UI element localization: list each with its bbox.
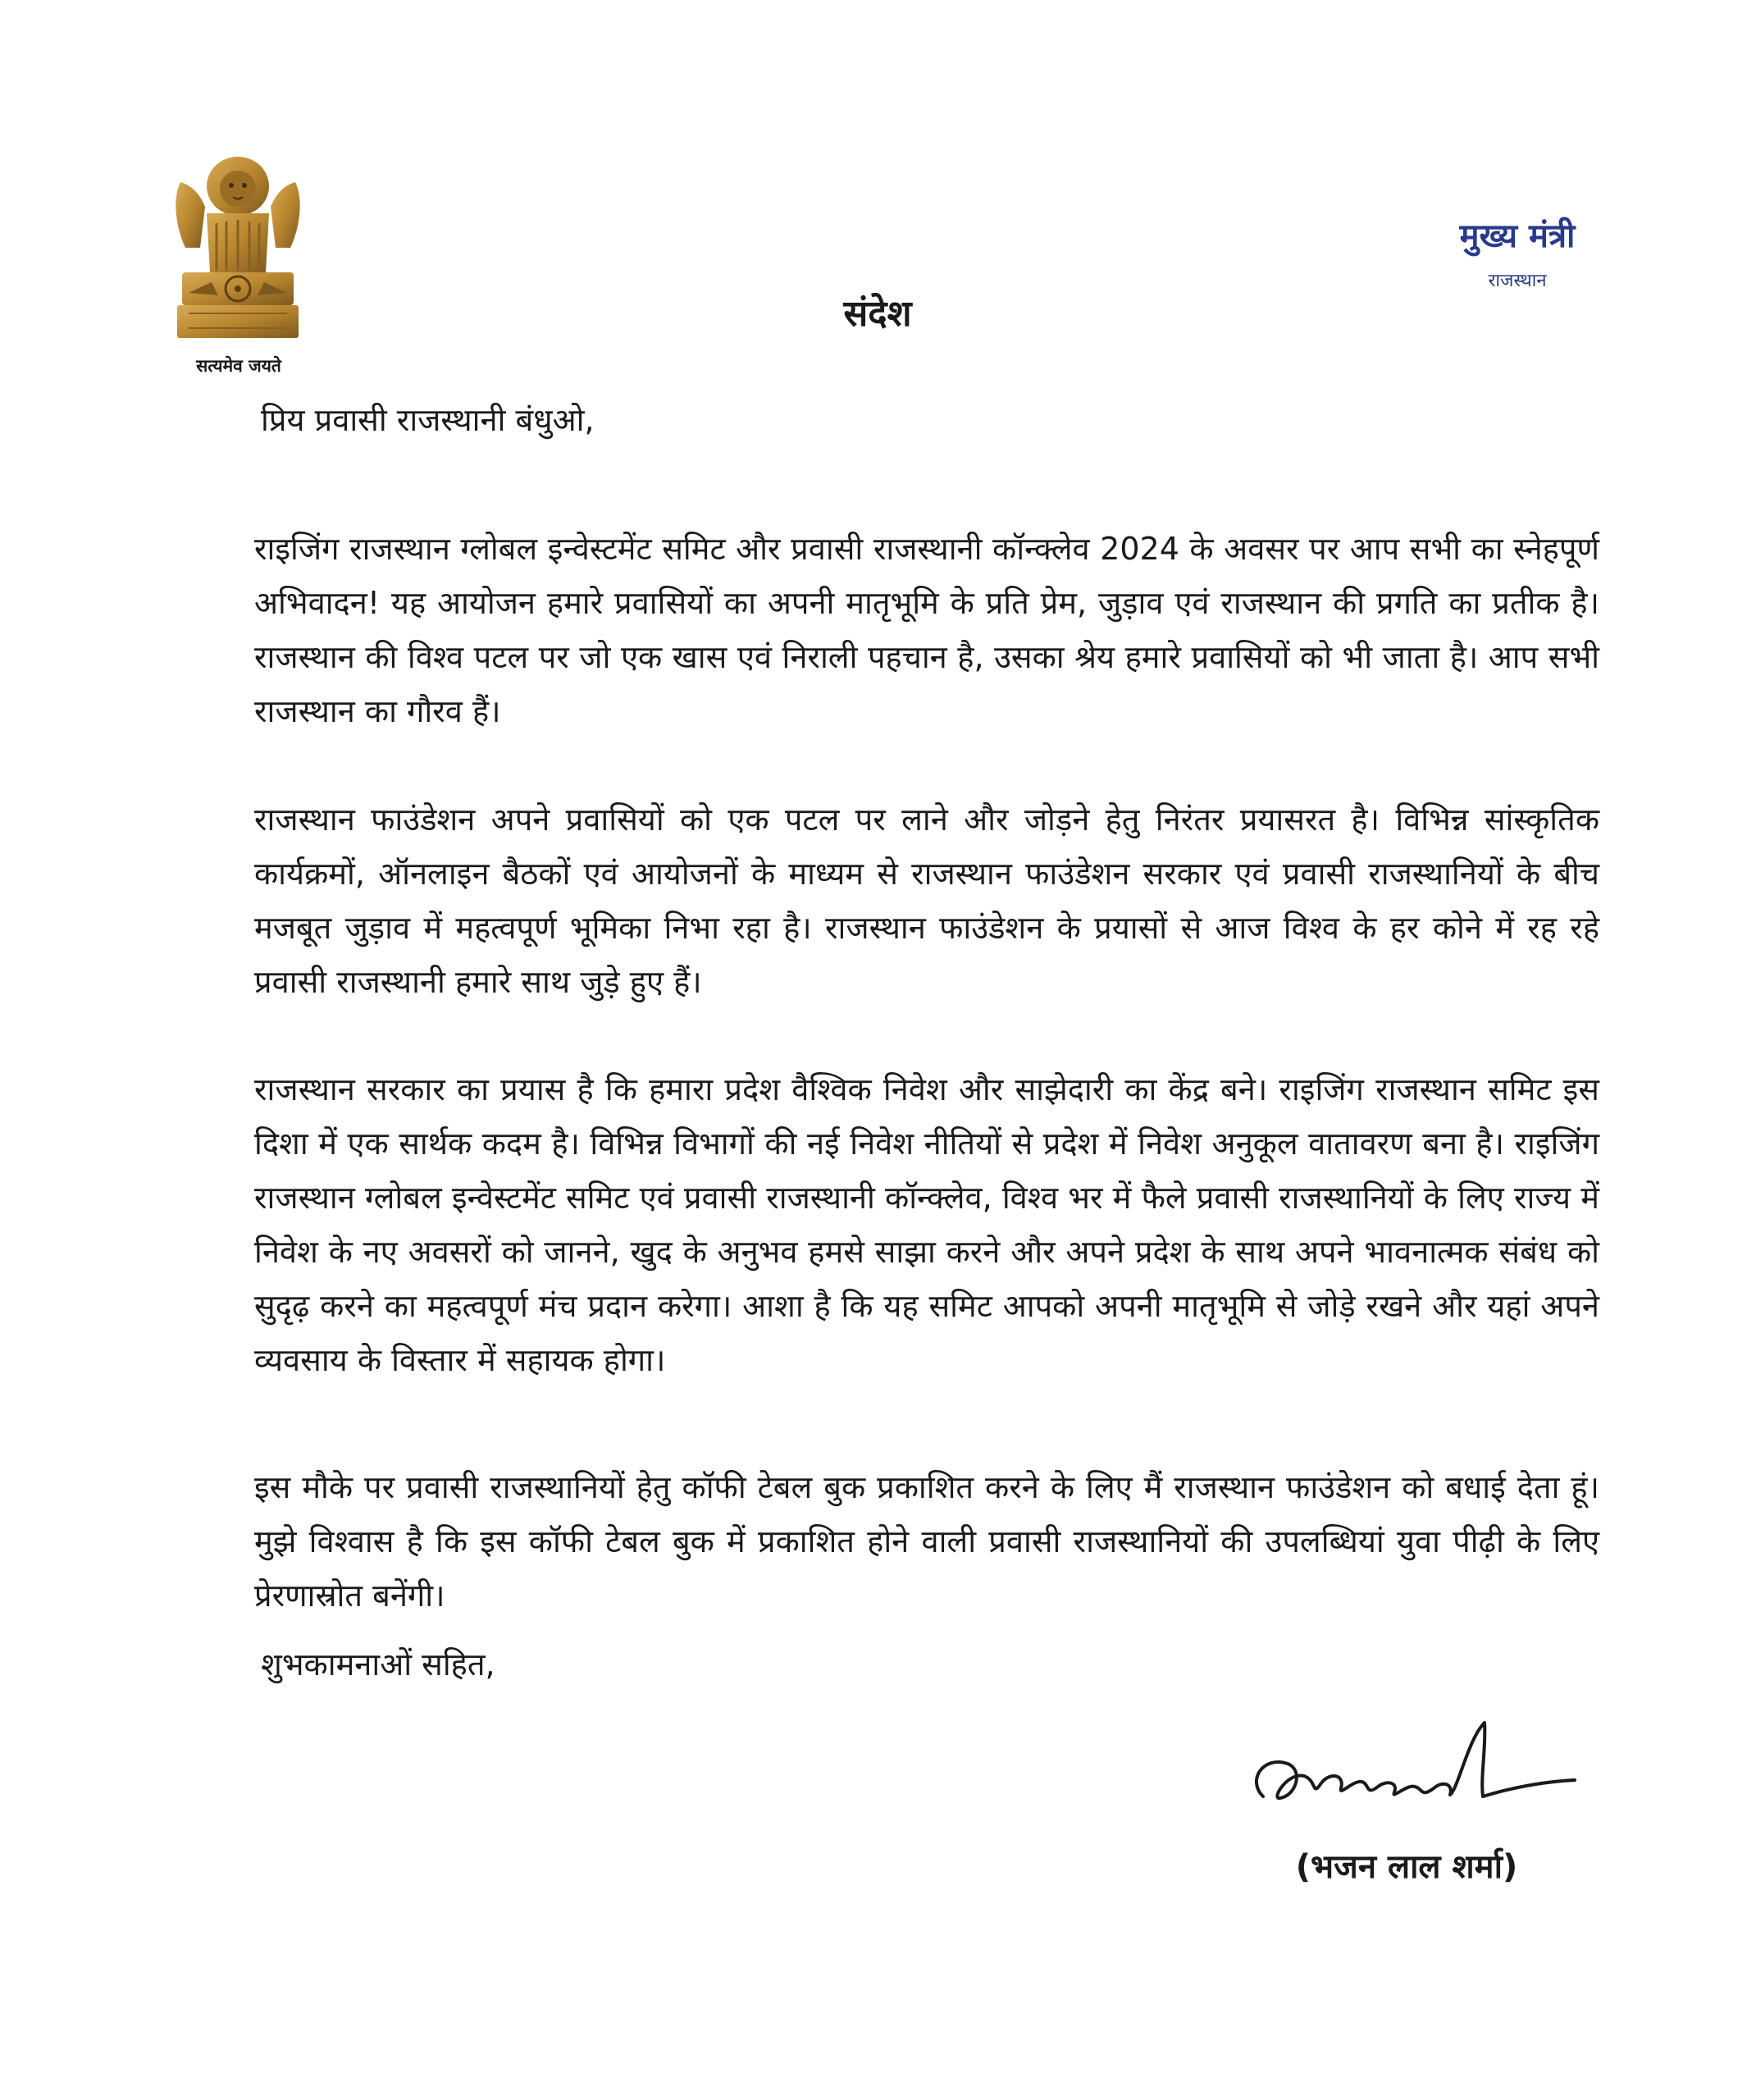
handwritten-signature xyxy=(1238,1706,1583,1829)
emblem-motto: सत्यमेव जयते xyxy=(196,356,281,376)
office-title: मुख्य मंत्री xyxy=(1459,217,1576,255)
paragraph: इस मौके पर प्रवासी राजस्थानियों हेतु कॉफी टेबल बुक प्रकाशित करने के लिए मैं राजस्थान फाउंडेशन को बधाई देता हूं। मुझे विश्वास है कि इस कॉफी टेबल बुक में प्रकाशित होने वाली प्रवासी राजस्थानियों की उपलब्धियां युवा पीढ़ी के लिए प्रेरणास्रोत बनेंगी। xyxy=(254,1469,1599,1614)
paragraph: राजस्थान सरकार का प्रयास है कि हमारा प्रदेश वैश्विक निवेश और साझेदारी का केंद्र बने। राइजिंग राजस्थान समिट इस दिशा में एक सार्थक कदम है। विभिन्न विभागों की नई निवेश नीतियों से प्रदेश में निवेश अनुकूल वातावरण बना है। राइजिंग राजस्थान ग्लोबल इन्वेस्टमेंट समिट एवं प्रवासी राजस्थानी कॉन्क्लेव, विश्व भर में फैले प्रवासी राजस्थानियों के लिए राज्य में निवेश के नए अवसरों को जानने, खुद के अनुभव हमसे साझा करने और अपने प्रदेश के साथ अपने भावनात्मक संबंध को सुदृढ़ करने का महत्वपूर्ण मंच प्रदान करेगा। आशा है कि यह समिट आपको अपनी मातृभूमि से जोड़े रखने और यहां अपने व्यवसाय के विस्तार में सहायक होगा। xyxy=(254,1071,1599,1378)
signature-icon xyxy=(1238,1706,1583,1829)
paragraph: राइजिंग राजस्थान ग्लोबल इन्वेस्टमेंट समिट और प्रवासी राजस्थानी कॉन्क्लेव 2024 के अवसर पर आप सभी का स्नेहपूर्ण अभिवादन! यह आयोजन हमारे प्रवासियों का अपनी मातृभूमि के प्रति प्रेम, जुड़ाव एवं राजस्थान की प्रगति का प्रतीक है। राजस्थान की विश्व पटल पर जो एक खास एवं निराली पहचान है, उसका श्रेय हमारे प्रवासियों को भी जाता है। आप सभी राजस्थान का गौरव हैं। xyxy=(254,531,1599,729)
office-state: राजस्थान xyxy=(1488,271,1547,291)
salutation: प्रिय प्रवासी राजस्थानी बंधुओ, xyxy=(261,402,595,438)
closing-line: शुभकामनाओं सहित, xyxy=(261,1646,495,1682)
lion-capital-icon xyxy=(164,149,312,348)
paragraph: राजस्थान फाउंडेशन अपने प्रवासियों को एक पटल पर लाने और जोड़ने हेतु निरंतर प्रयासरत है। विभिन्न सांस्कृतिक कार्यक्रमों, ऑनलाइन बैठकों एवं आयोजनों के माध्यम से राजस्थान फाउंडेशन सरकार एवं प्रवासी राजस्थानियों के बीच मजबूत जुड़ाव में महत्वपूर्ण भूमिका निभा रहा है। राजस्थान फाउंडेशन के प्रयासों से आज विश्व के हर कोने में रह रहे प्रवासी राजस्थानी हमारे साथ जुड़े हुए हैं। xyxy=(254,801,1599,1000)
letter-heading: संदेश xyxy=(843,293,912,335)
signer-name: (भजन लाल शर्मा) xyxy=(1295,1848,1518,1886)
